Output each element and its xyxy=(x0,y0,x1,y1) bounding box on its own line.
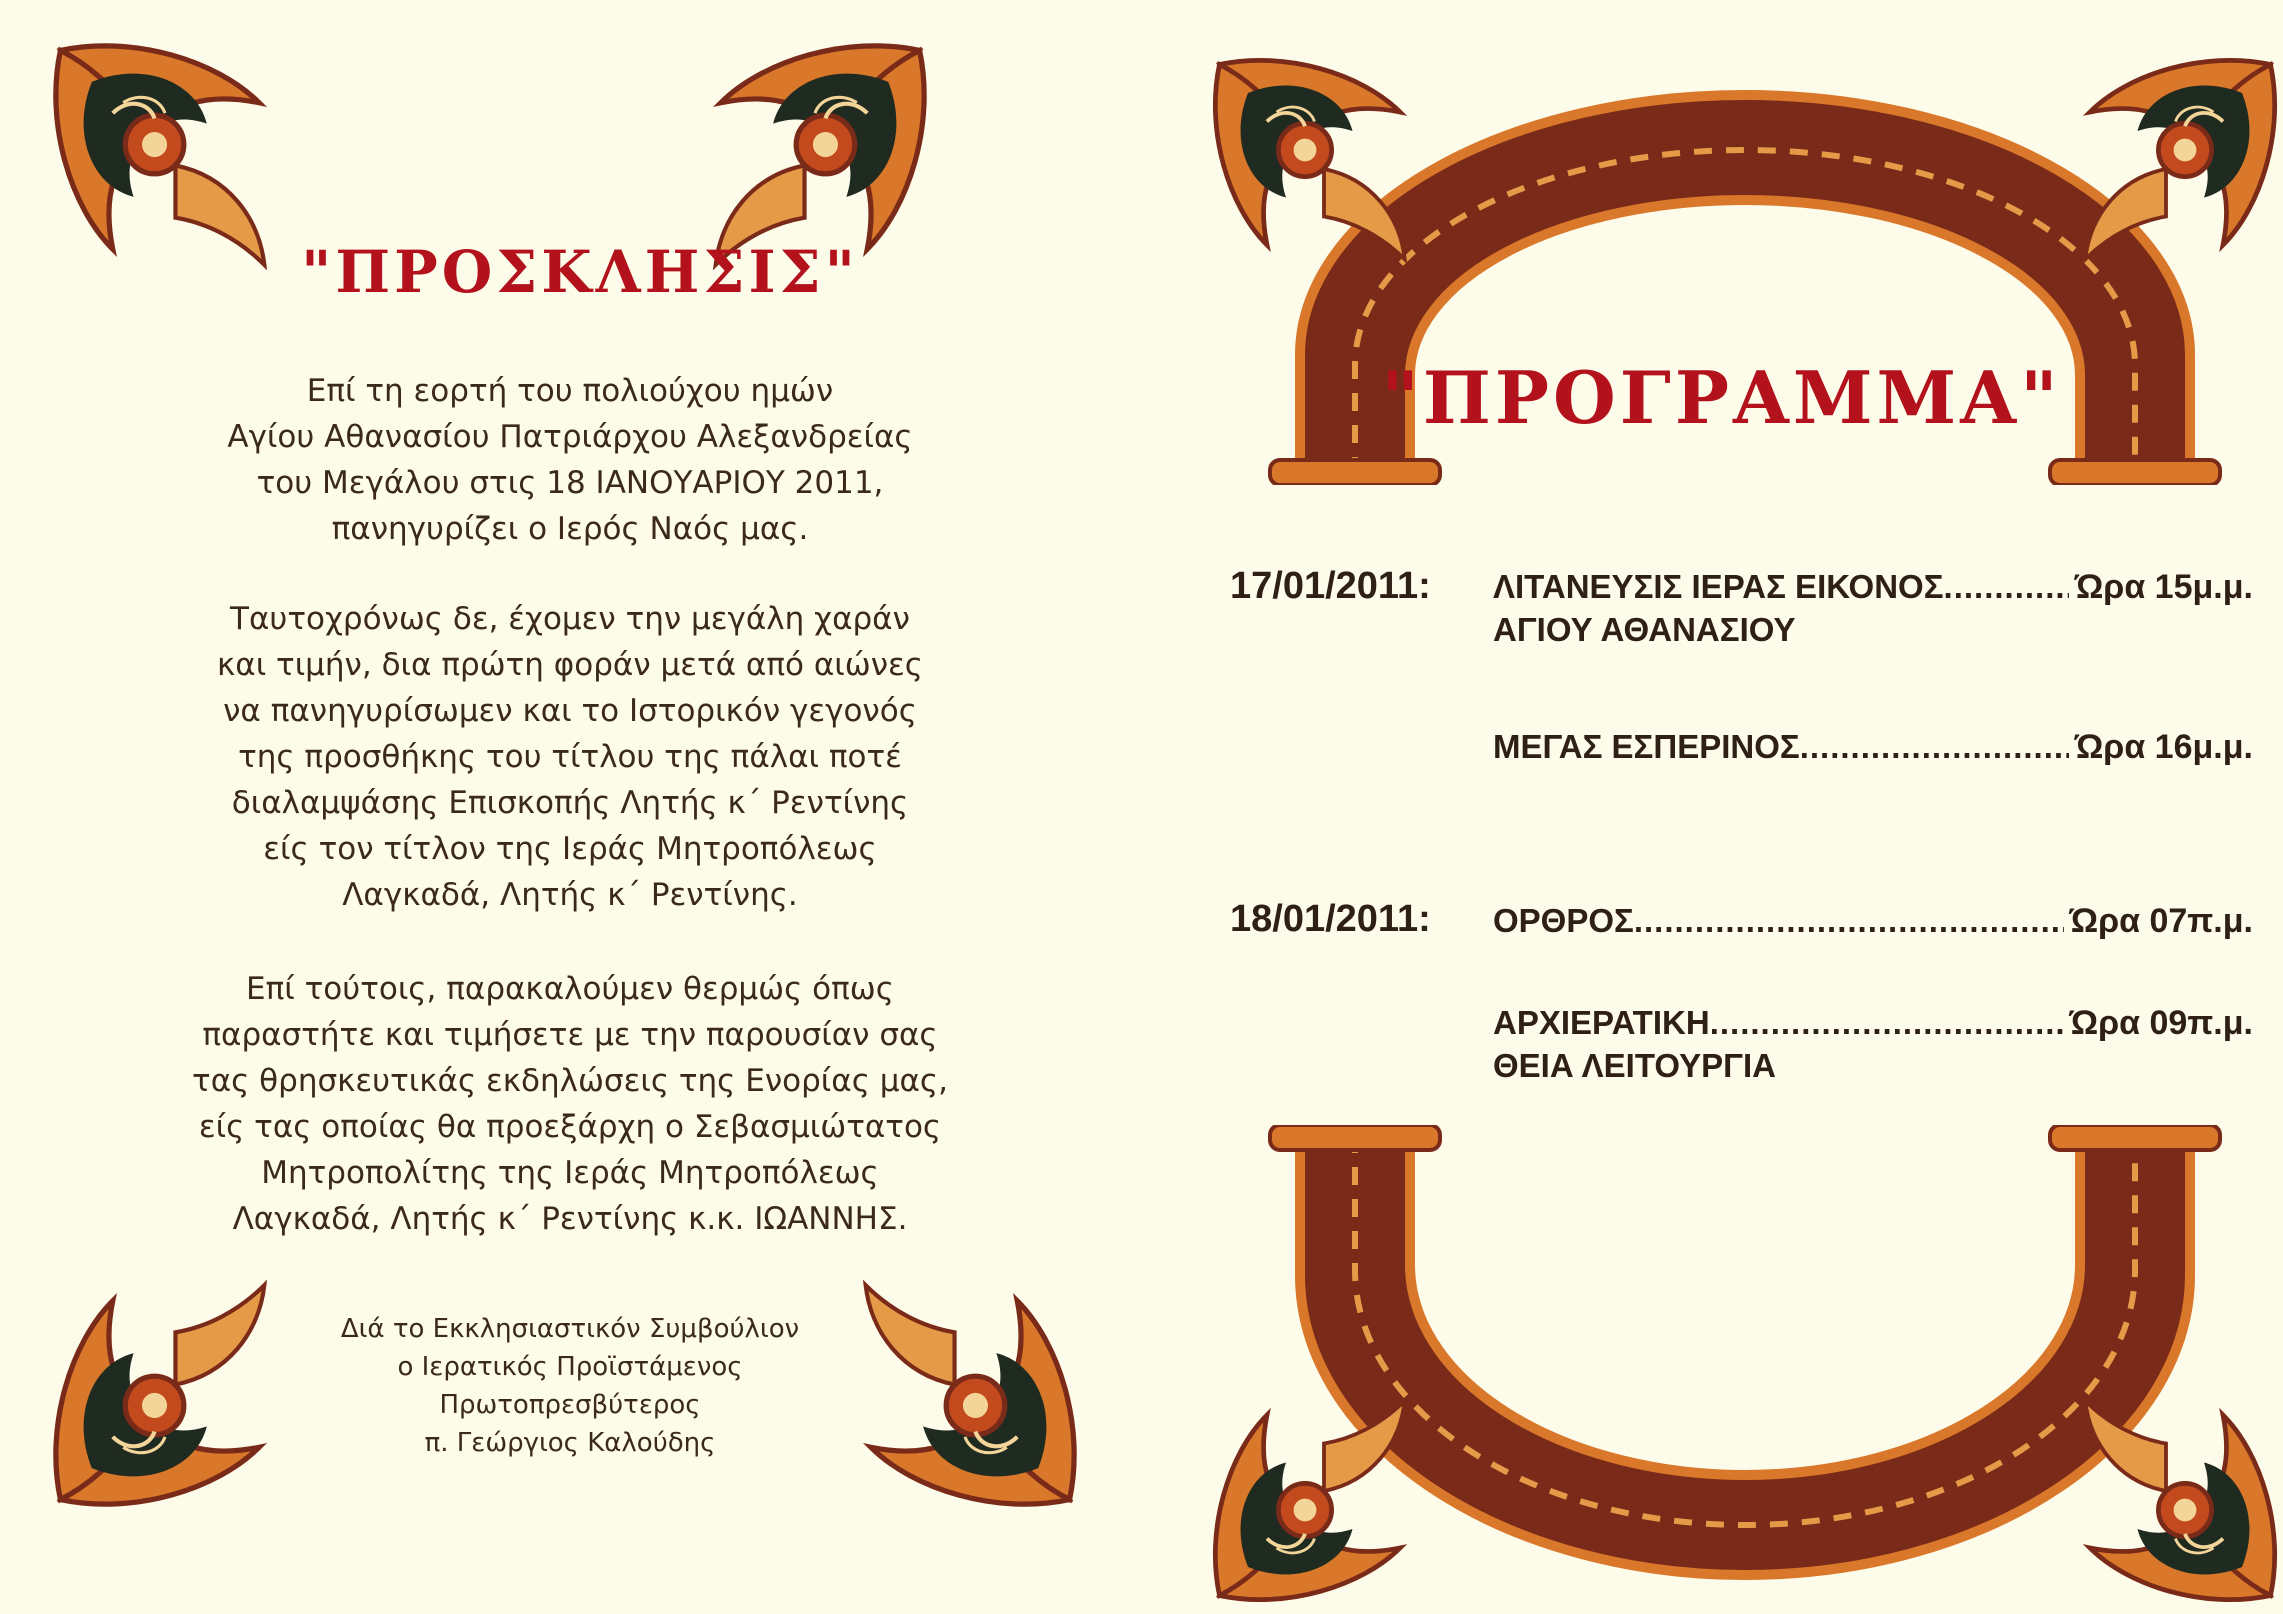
invitation-signature: Διά το Εκκλησιαστικόν Συμβούλιον ο Ιερατικός Προϊστάμενος Πρωτοπρεσβύτερος π. Γεώργιος Καλούδης xyxy=(340,1314,800,1458)
program-title: "ΠΡΟΓΡΑΜΜΑ" xyxy=(1381,355,2062,440)
event-name: ΟΡΘΡΟΣ xyxy=(1493,902,1634,939)
event-time: Ώρα 07π.μ. xyxy=(2069,902,2253,940)
corner-ornament-top-left xyxy=(50,40,280,270)
invitation-title: "ΠΡΟΣΚΛΗΣΙΣ" xyxy=(301,238,859,306)
event-time: Ώρα 09π.μ. xyxy=(2069,1004,2253,1042)
event-subtitle: ΑΓΙΟΥ ΑΘΑΝΑΣΙΟΥ xyxy=(1493,611,1796,648)
event-name: ΑΡΧΙΕΡΑΤΙΚΗ xyxy=(1493,1004,1710,1041)
event-name: ΜΕΓΑΣ ΕΣΠΕΡΙΝΟΣ xyxy=(1493,728,1800,765)
event-subtitle: ΘΕΙΑ ΛΕΙΤΟΥΡΓΙΑ xyxy=(1493,1047,1776,1084)
schedule-event-matins xyxy=(1493,902,2253,941)
program-panel xyxy=(1160,0,2283,1614)
event-time: Ώρα 16μ.μ. xyxy=(2074,728,2253,766)
schedule-event-liturgy xyxy=(1493,1004,2253,1085)
event-time: Ώρα 15μ.μ. xyxy=(2074,568,2253,606)
schedule-event-vespers xyxy=(1493,728,2253,767)
event-name: ΛΙΤΑΝΕΥΣΙΣ ΙΕΡΑΣ ΕΙΚΟΝΟΣ xyxy=(1493,568,1944,605)
invitation-paragraph-3: Επί τούτοις, παρακαλούμεν θερμώς όπως παραστήτε και τιμήσετε με την παρουσίαν σας τας θρησκευτικάς εκδηλώσεις της Ενορίας μας, είς τας οποίας θα προεξάρχη ο Σεβασμιώτατος Μητροπολίτης της Ιεράς Μητροπόλεως Λαγκαδά, Λητής κ΄ Ρεντίνης κ.κ. ΙΩΑΝΝΗΣ. xyxy=(192,971,948,1237)
schedule-event-litany xyxy=(1493,568,2253,649)
schedule-date-2: 18/01/2011: xyxy=(1230,898,1431,940)
invitation-paragraph-1: Επί τη εορτή του πολιούχου ημών Αγίου Αθανασίου Πατριάρχου Αλεξανδρείας του Μεγάλου στις 18 ΙΑΝΟΥΑΡΙΟΥ 2011, πανηγυρίζει ο Ιερός Ναός μας. xyxy=(227,373,913,547)
arch-ornament-bottom xyxy=(1210,1125,2280,1605)
schedule-date-1: 17/01/2011: xyxy=(1230,565,1431,607)
corner-ornament-top-right xyxy=(700,40,930,270)
invitation-paragraph-2: Ταυτοχρόνως δε, έχομεν την μεγάλη χαράν και τιμήν, δια πρώτη φοράν μετά από αιώνες να πανηγυρίσωμεν και το Ιστορικόν γεγονός της προσθήκης του τίτλου της πάλαι ποτέ διαλαμψάσης Επισκοπής Λητής κ΄ Ρεντίνης είς τον τίτλον της Ιεράς Μητροπόλεως Λαγκαδά, Λητής κ΄ Ρεντίνης. xyxy=(216,601,923,913)
